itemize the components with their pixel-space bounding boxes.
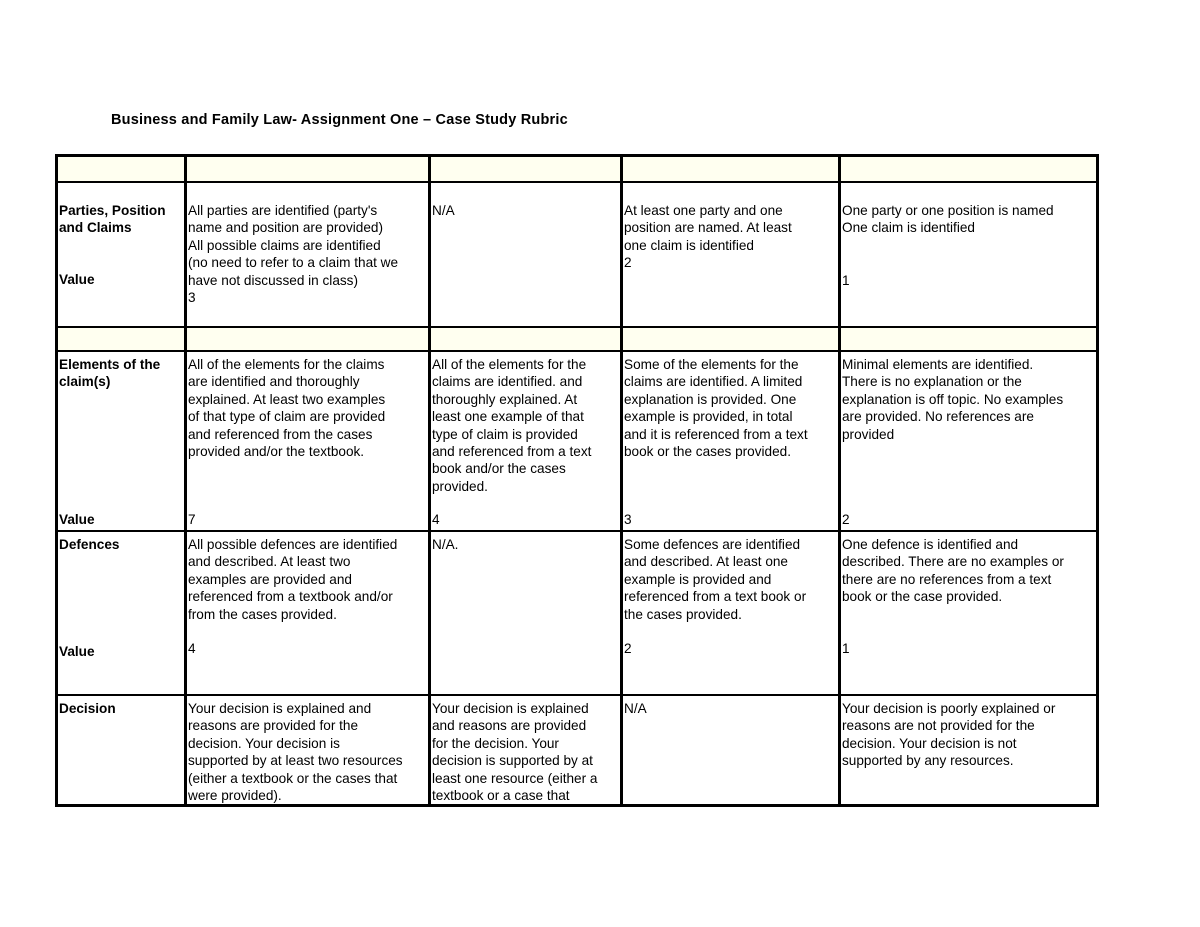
table-rule: [184, 154, 187, 807]
row-label-defences: Defences: [59, 537, 120, 552]
header-band: [55, 157, 1099, 181]
criterion-cell: One party or one position is named One claim is identified 1: [842, 203, 1054, 288]
table-rule: [55, 804, 1099, 807]
table-rule: [55, 154, 58, 807]
score-value: 3: [624, 512, 632, 527]
table-rule: [428, 154, 431, 807]
criterion-cell: Some defences are identified and described. At least one example is provided and referenced from a text book or the cases provided. 2: [624, 537, 807, 657]
criterion-cell: All parties are identified (party's name and position are provided) All possible claims are identified (no need to refer to a claim that we have not discussed in class) 3: [188, 203, 399, 306]
row-label-parties: Parties, Position and Claims: [59, 203, 166, 236]
criterion-cell: N/A: [624, 701, 647, 716]
criterion-cell: N/A: [432, 203, 455, 218]
table-rule: [838, 154, 841, 807]
table-rule: [55, 326, 1099, 328]
value-label: Value: [59, 512, 95, 527]
page-title: Business and Family Law- Assignment One – Case Study Rubric: [111, 112, 568, 128]
criterion-cell: Your decision is poorly explained or reasons are not provided for the decision. Your decision is not supported by any resources.: [842, 701, 1056, 769]
criterion-cell: Minimal elements are identified. There is no explanation or the explanation is off topic. No examples are provided. No references are provided: [842, 357, 1064, 442]
criterion-cell: All of the elements for the claims are identified. and thoroughly explained. At least one example of that type of claim is provided and referenced from a text book and/or the cases provided.: [432, 357, 592, 494]
score-value: 7: [188, 512, 196, 527]
score-value: 4: [432, 512, 440, 527]
criterion-cell: Some of the elements for the claims are identified. A limited explanation is provided. One example is provided, in total and it is referenced from a text book or the cases provided.: [624, 357, 808, 460]
criterion-cell: One defence is identified and described. There are no examples or there are no references from a text book or the case provided. 1: [842, 537, 1064, 657]
spacer-band: [55, 328, 1099, 350]
table-rule: [55, 694, 1099, 696]
criterion-cell: Your decision is explained and reasons are provided for the decision. Your decision is supported by at least one resource (either a textbook or a case that: [432, 701, 598, 804]
criterion-cell: All possible defences are identified and described. At least two examples are provided and referenced from a textbook and/or from the cases provided. 4: [188, 537, 398, 657]
value-label: Value: [59, 272, 95, 287]
criterion-cell: N/A.: [432, 537, 459, 552]
table-rule: [1096, 154, 1099, 807]
table-rule: [55, 181, 1099, 183]
criterion-cell: At least one party and one position are named. At least one claim is identified 2: [624, 203, 792, 271]
table-rule: [55, 154, 1099, 157]
rubric-table: [55, 154, 1099, 807]
table-rule: [55, 350, 1099, 352]
criterion-cell: All of the elements for the claims are identified and thoroughly explained. At least two examples of that type of claim are provided and referenced from the cases provided and/or the textbook.: [188, 357, 386, 460]
table-rule: [620, 154, 623, 807]
score-value: 2: [842, 512, 850, 527]
row-label-elements: Elements of the claim(s): [59, 357, 161, 390]
value-label: Value: [59, 644, 95, 659]
table-rule: [55, 530, 1099, 532]
row-label-decision: Decision: [59, 701, 116, 716]
criterion-cell: Your decision is explained and reasons are provided for the decision. Your decision is supported by at least two resources (either a textbook or the cases that were provided).: [188, 701, 403, 804]
